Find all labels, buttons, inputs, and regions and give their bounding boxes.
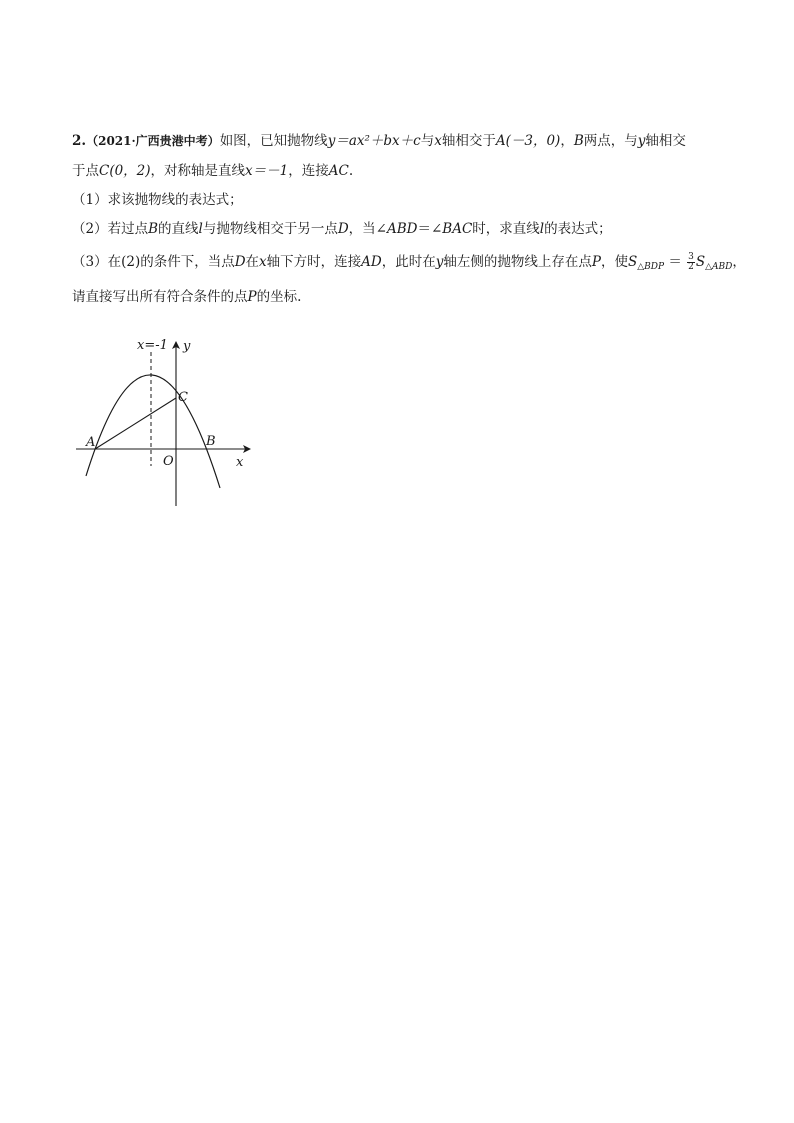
symmetry-axis: x＝－1	[245, 163, 289, 179]
problem-text	[72, 131, 746, 307]
problem-line-6: 请直接写出所有符合条件的点P的坐标.	[72, 289, 302, 305]
figure-svg	[74, 336, 258, 508]
parabola-curve	[86, 375, 220, 488]
question-part-3: （3）在(2)的条件下，当点D在x轴下方时，连接AD，此时在y轴左侧的抛物线上存在点P，使$S_{\triangle BDP}$ ＝ $\frac{3}{2}$ $S_{\triangle ABD}$，	[72, 252, 746, 272]
parabola-figure	[74, 336, 258, 508]
label-y: y	[183, 339, 191, 354]
point-c-coords: C(0，2)	[99, 163, 151, 179]
label-x: x	[236, 455, 244, 470]
fraction-three-halves: $\frac{3}{2}$	[688, 252, 694, 272]
label-point-a: A	[86, 435, 96, 450]
area-s-abd: S	[695, 254, 706, 270]
parabola-equation: y＝ax²＋bx＋c	[327, 133, 421, 149]
problem-source: （2021·广西贵港中考）	[86, 134, 220, 148]
label-point-b: B	[206, 434, 216, 449]
label-point-c: C	[178, 390, 188, 405]
problem-line-1: 2.（2021·广西贵港中考）如图，已知抛物线y＝ax²＋bx＋c与x轴相交于A(－3，0)，B两点，与y轴相交	[72, 133, 686, 149]
label-symmetry-axis: x=-1	[137, 338, 168, 353]
question-part-2: （2）若过点B的直线l与抛物线相交于另一点D，当∠ABD＝∠BAC时，求直线l的表达式；	[72, 221, 612, 237]
point-a-coords: A(－3，0)	[495, 133, 561, 149]
problem-number: 2	[72, 133, 82, 149]
question-part-1: （1）求该抛物线的表达式；	[72, 192, 243, 208]
problem-line-2: 于点C(0，2)，对称轴是直线x＝－1，连接AC.	[72, 163, 354, 179]
segment-ac	[95, 398, 176, 449]
label-origin: O	[163, 454, 174, 469]
area-s-bdp: S	[627, 254, 638, 270]
